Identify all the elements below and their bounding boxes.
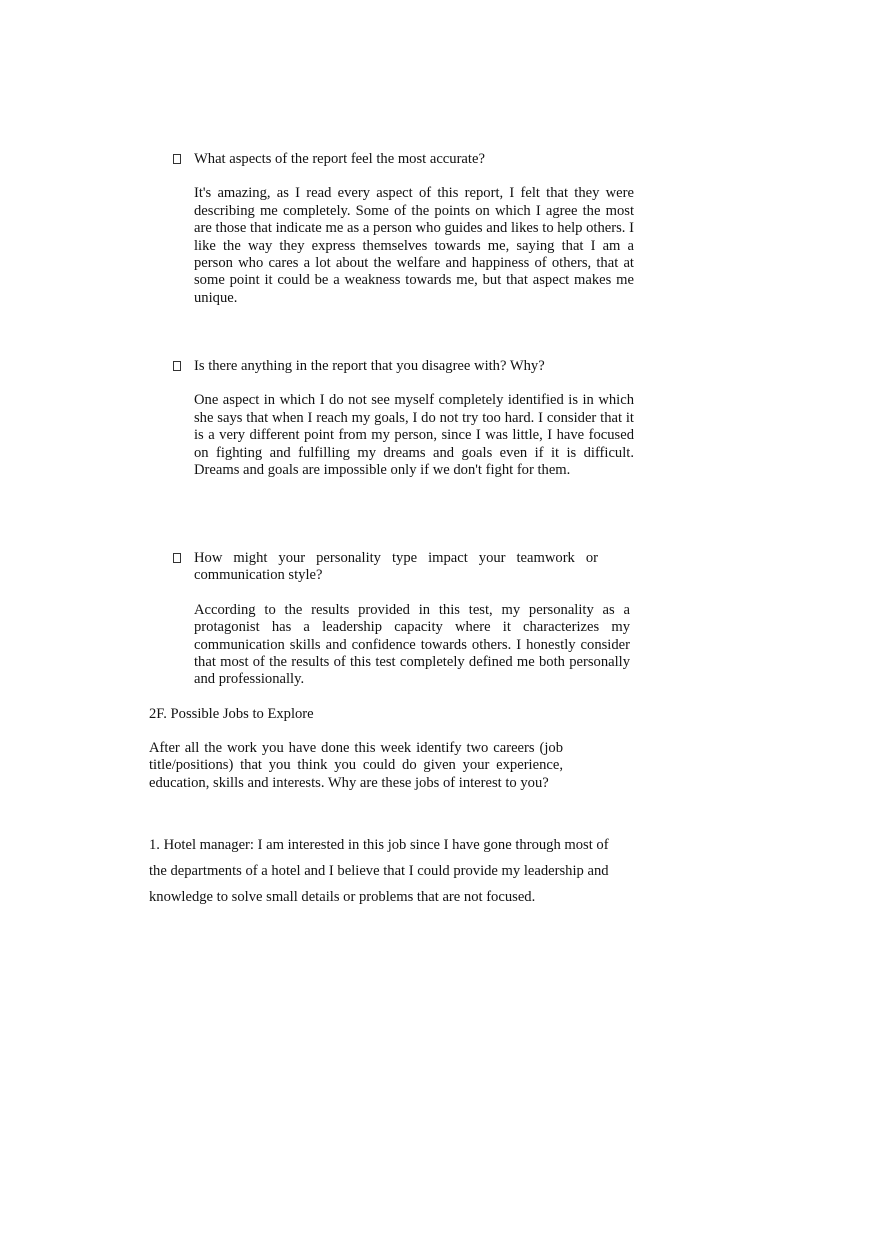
section-intro-paragraph: After all the work you have done this week identify two careers (job title/positions) that you think you could do given your experience, education, skills and interests. Why are these jobs of interest to you?	[149, 740, 563, 791]
question-heading	[172, 151, 634, 168]
question-block-3	[172, 550, 630, 689]
checkbox-bullet-icon	[173, 154, 181, 164]
question-heading	[172, 550, 598, 585]
question-block-1	[172, 151, 634, 307]
section-title: 2F. Possible Jobs to Explore	[149, 706, 314, 722]
answer-paragraph: According to the results provided in this test, my personality as a protagonist has a leadership capacity where it characterizes my communication skills and confidence towards others. I honestly consider that most of the results of this test completely defined me both personally and professionally.	[194, 601, 630, 688]
question-text: What aspects of the report feel the most accurate?	[194, 151, 485, 167]
question-heading	[172, 358, 634, 375]
checkbox-bullet-icon	[173, 553, 181, 563]
answer-paragraph: It's amazing, as I read every aspect of this report, I felt that they were describing me completely. Some of the points on which I agree the most are those that indicate me as a person who guides and likes to help others. I like the way they express themselves towards me, saying that I am a person who cares a lot about the welfare and happiness of others, that at some point it could be a weakness towards me, but that aspect makes me unique.	[194, 185, 634, 306]
question-block-2	[172, 358, 634, 479]
job-list-item: 1. Hotel manager: I am interested in this job since I have gone through most of the departments of a hotel and I believe that I could provide my leadership and knowledge to solve small details or problems that are not focused.	[149, 837, 609, 905]
checkbox-bullet-icon	[173, 361, 181, 371]
answer-paragraph: One aspect in which I do not see myself completely identified is in which she says that when I reach my goals, I do not try too hard. I consider that it is a very different point from my person, since I was little, I have focused on fighting and fulfilling my dreams and goals even if it is difficult. Dreams and goals are impossible only if we don't fight for them.	[194, 392, 634, 479]
question-text: Is there anything in the report that you disagree with? Why?	[194, 358, 545, 374]
question-text: How might your personality type impact your teamwork or communication style?	[194, 550, 598, 584]
